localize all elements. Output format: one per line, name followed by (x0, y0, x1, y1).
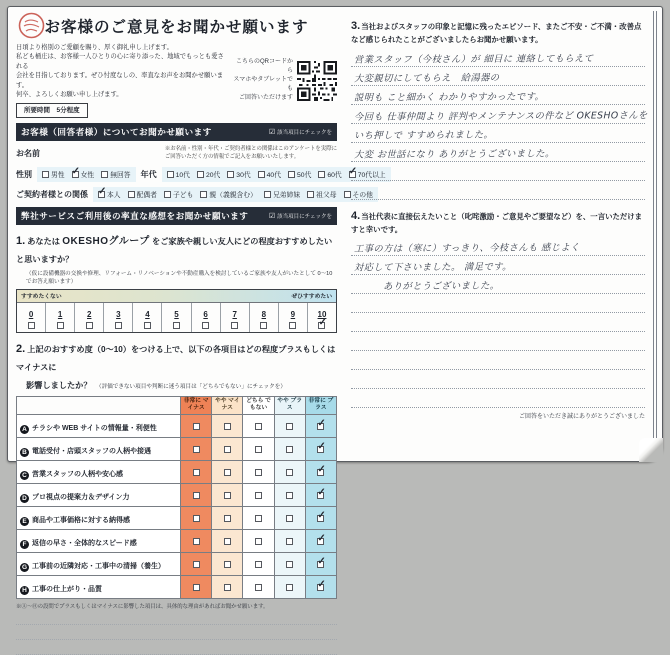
answer-line[interactable] (351, 275, 645, 294)
column-header-very-minus: 非常に マイナス (181, 396, 212, 414)
checkbox[interactable] (255, 584, 262, 591)
answer-line[interactable] (351, 86, 645, 105)
gender-label: 性別 (16, 169, 32, 179)
section-header-survey (16, 207, 337, 225)
checkbox[interactable] (317, 538, 324, 545)
checkbox[interactable] (202, 322, 209, 329)
checkbox[interactable] (231, 322, 238, 329)
handwritten-text: 工事の方は（寒に）すっきり、今枝さんも 感じよく (353, 242, 580, 256)
intro-line: 会社を目指しております。ぜひ忖度なしの、率直なお声をお聞かせ願います。 (16, 72, 224, 89)
question-2: 2. 上記のおすすめ度（0～10）をつける上で、以下の各項目はどの程度プラスもしくはマイナスに 影響しましたか？ （評価できない項目や判断に迷う項目は「どちらでもない」にチェックを） 非常に マイナス やや マイナス どちら でもない やや プラス 非常に プラス A チラシや WEB サイトの情報量・利便性 ✓ B 電話受付・店頭スタッフの人柄や接遇 ✓ C 営業スタッフの人柄や安心感 ✓ D プロ視点の提案力＆デザイン力 ✓ E 商品や工事価格に対する納得感 ✓ F 返信の早さ・全体的なスピード感 ✓ G 工事前の近隣対応・工事中の清掃（養生） ✓ H 工事の仕上がり・品質 ✓ ※Ⓐ～Ⓗの設問でプラスもしくはマイナスに影響した項目は、具体的な理由があればお聞かせ願います。 (16, 339, 337, 655)
thank-you-note: ご回答をいただき誠にありがとうございました (518, 414, 645, 421)
option-male[interactable]: 男性 (42, 169, 65, 179)
option-sibling[interactable]: 兄弟姉妹 (264, 189, 300, 199)
checkbox[interactable] (28, 322, 35, 329)
right-column (344, 11, 657, 451)
checkbox[interactable] (224, 469, 231, 476)
checkbox[interactable] (289, 322, 296, 329)
checkbox[interactable] (286, 538, 293, 545)
nps-scale (16, 289, 337, 333)
row-badge: B (20, 448, 29, 457)
gender-options (37, 167, 136, 182)
checkbox[interactable] (193, 446, 200, 453)
title-bar (16, 12, 337, 37)
row-badge: C (20, 471, 29, 480)
row-label: 電話受付・店頭スタッフの人柄や接遇 (32, 447, 151, 455)
option-other[interactable]: その他 (344, 189, 373, 199)
answer-line[interactable] (351, 351, 645, 370)
name-row (16, 146, 337, 161)
checkbox[interactable] (224, 584, 231, 591)
checkbox[interactable] (344, 191, 351, 198)
table-row-F (17, 529, 337, 552)
table-row-H (17, 575, 337, 598)
option-child[interactable]: 子ども (164, 189, 193, 199)
option-spouse[interactable]: 配偶者 (128, 189, 157, 199)
checkbox[interactable] (193, 515, 200, 522)
answer-line[interactable] (351, 181, 645, 200)
scale-cell-3[interactable]: 3 (104, 303, 133, 332)
relation-row (16, 187, 373, 202)
checkbox[interactable] (57, 322, 64, 329)
scale-cell-7[interactable]: 7 (221, 303, 250, 332)
corner-cell (17, 396, 181, 414)
checkbox[interactable] (264, 191, 271, 198)
question-number: 4. (351, 209, 361, 222)
handwritten-text: 営業スタッフ（今枝さん）が 細目に 連絡してもらえて (353, 52, 594, 66)
row-label: 営業スタッフの人柄や安心感 (32, 470, 123, 478)
answer-line[interactable] (351, 237, 645, 256)
option-parent[interactable]: 親（義親含む） (200, 189, 257, 199)
answer-line[interactable] (351, 105, 648, 124)
scale-body (17, 303, 336, 332)
checkbox[interactable] (258, 171, 265, 178)
section-header-about (16, 123, 337, 141)
option-age-40s[interactable]: 40代 (258, 169, 281, 179)
checkbox[interactable] (286, 561, 293, 568)
handwritten-text: ありがとうございました。 (353, 280, 500, 293)
question-number: 1. (16, 234, 26, 247)
company-stamp-icon (18, 12, 45, 44)
answer-line[interactable] (351, 48, 645, 67)
handwritten-text: 今回も 仕事仲間より 評判やメンテナンスの件など OKESHOさんを (353, 109, 648, 123)
column-header-very-plus: 非常に プラス (305, 396, 336, 414)
checkbox[interactable] (317, 584, 324, 591)
row-badge: E (20, 517, 29, 526)
row-label: 返信の早さ・全体的なスピード感 (32, 539, 137, 547)
column-header-minor-plus: やや プラス (274, 396, 305, 414)
relation-options (93, 187, 378, 202)
row-label: 工事前の近隣対応・工事中の清掃（養生） (32, 562, 165, 570)
age-label: 年代 (140, 169, 157, 179)
qr-note: こちらのQRコードから スマホやタブレットでも ご回答いただけます (233, 59, 293, 102)
checkbox[interactable] (317, 423, 324, 430)
checkbox[interactable] (224, 423, 231, 430)
checkbox[interactable] (255, 561, 262, 568)
scale-cell-5[interactable]: 5 (162, 303, 191, 332)
checkbox[interactable] (286, 469, 293, 476)
checkbox[interactable] (317, 469, 324, 476)
row-badge: F (20, 540, 29, 549)
checkbox[interactable] (318, 322, 325, 329)
answer-line[interactable] (351, 162, 645, 181)
checkbox[interactable] (286, 423, 293, 430)
checkbox[interactable] (193, 423, 200, 430)
intro-line: 日頃より格別のご愛顧を賜り、厚く御礼申し上げます。 (16, 44, 173, 51)
checkbox[interactable] (193, 584, 200, 591)
page-title: お客様のご意見をお聞かせ願います (44, 19, 309, 36)
impact-table-header (17, 396, 337, 414)
checkbox[interactable] (255, 492, 262, 499)
scale-left-label: すすめたくない (21, 294, 62, 300)
checkbox[interactable] (101, 171, 108, 178)
question-3 (351, 19, 648, 200)
checkbox[interactable] (307, 191, 314, 198)
row-label: プロ視点の提案力＆デザイン力 (32, 493, 130, 501)
checkbox[interactable] (193, 492, 200, 499)
checkbox[interactable] (72, 171, 79, 178)
checkbox-icon: ☑ (268, 212, 276, 220)
checkbox[interactable] (227, 171, 234, 178)
row-label: 商品や工事価格に対する納得感 (32, 516, 130, 524)
checkbox[interactable] (224, 446, 231, 453)
handwritten-text: 大変 お世話になり ありがとうございました。 (353, 148, 555, 161)
checkbox[interactable] (42, 171, 49, 178)
qr-block (231, 43, 337, 118)
question-2-note: （評価できない項目や判断に迷う項目は「どちらでもない」にチェックを） (95, 383, 286, 390)
checkbox[interactable] (164, 191, 171, 198)
column-header-neutral: どちら でもない (243, 396, 274, 414)
answer-line[interactable] (351, 313, 645, 332)
checkbox[interactable] (286, 492, 293, 499)
checkbox[interactable] (260, 322, 267, 329)
name-note: ※お名前・性別・年代・ご契約者様との関係はこのアンケートを実際に ご回答いただく方の情報でご記入をお願いいたします。 (164, 146, 337, 160)
row-badge: H (20, 586, 29, 595)
checkbox[interactable] (255, 423, 262, 430)
checkbox[interactable] (224, 538, 231, 545)
option-self[interactable]: ✓ 本人 (98, 189, 121, 199)
scale-cell-8[interactable]: 8 (250, 303, 279, 332)
checkbox[interactable] (86, 322, 93, 329)
free-answer-line[interactable] (16, 642, 337, 655)
option-age-10s[interactable]: 10代 (167, 169, 190, 179)
question-number: 2. (16, 342, 26, 355)
scale-cell-6[interactable]: 6 (192, 303, 221, 332)
question-4 (351, 209, 645, 421)
row-badge: A (20, 425, 29, 434)
left-column (8, 7, 386, 610)
option-female[interactable]: ✓ 女性 (72, 169, 95, 179)
checkbox[interactable] (317, 515, 324, 522)
section-title: お客様（回答者様）についてお聞かせ願います (21, 127, 212, 138)
free-answer-line[interactable] (16, 627, 337, 640)
intro-text (16, 43, 227, 118)
checkbox[interactable] (286, 515, 293, 522)
checkbox[interactable] (115, 322, 122, 329)
answer-line[interactable] (351, 294, 645, 313)
survey-sheet (7, 6, 663, 610)
checkbox[interactable] (144, 322, 151, 329)
name-label: お名前 (16, 149, 40, 159)
checkbox-icon: ☑ (268, 129, 276, 137)
option-age-20s[interactable]: 20代 (197, 169, 220, 179)
checkbox[interactable] (128, 191, 135, 198)
row-label: チラシや WEB サイトの情報量・利便性 (32, 424, 157, 432)
question-1: 1. あなたは OKESHOグループ をご家族や親しい友人にどの程度おすすめしたいと思いますか？ （仮に設備機器の交換や修理、リフォーム・リノベーションや不動産購入を検討しているご家族や友人がいたとして 0～10 でお答え願います） すすめたくない ぜひすすめたい 0 1 2 3 4 5 6 7 8 9 10 ✓ (16, 231, 337, 333)
checkbox[interactable] (286, 446, 293, 453)
column-header-minor-minus: やや マイナス (212, 396, 243, 414)
option-age-50s[interactable]: 50代 (288, 169, 311, 179)
checkbox[interactable] (197, 171, 204, 178)
question-3-answers (351, 48, 648, 200)
option-age-60s[interactable]: 60代 (318, 169, 341, 179)
relation-label: ご契約者様との関係 (16, 189, 88, 199)
answer-line[interactable] (351, 389, 645, 408)
row-label: 工事の仕上がり・品質 (32, 585, 102, 593)
answer-line[interactable] (351, 124, 645, 143)
checkbox[interactable] (288, 171, 295, 178)
checkbox[interactable] (255, 515, 262, 522)
page-curl (639, 438, 663, 462)
option-grandparent[interactable]: 祖父母 (307, 189, 336, 199)
checkbox[interactable] (224, 492, 231, 499)
answer-line[interactable] (351, 370, 645, 389)
qr-code (297, 61, 337, 101)
checkbox[interactable] (167, 171, 174, 178)
check-instruction: ☑ 該当項目にチェックを (268, 129, 332, 137)
row-badge: G (21, 563, 28, 571)
checkbox[interactable] (193, 561, 200, 568)
scale-labels (17, 290, 336, 303)
checkbox[interactable] (317, 446, 324, 453)
section-title: 弊社サービスご利用後の率直な感想をお聞かせ願います (21, 210, 249, 221)
handwritten-text: 説明も こと細かく わかりやすかったです。 (353, 91, 545, 104)
time-estimate-badge: 所要時間 5分程度 (16, 103, 88, 119)
scale-cell-1[interactable]: 1 (46, 303, 75, 332)
checkbox[interactable] (224, 515, 231, 522)
option-age-30s[interactable]: 30代 (227, 169, 250, 179)
intro-line: 何卒、よろしくお願い申し上げます。 (16, 91, 123, 99)
scale-cell-2[interactable]: 2 (75, 303, 104, 332)
check-instruction: ☑ 該当項目にチェックを (268, 212, 332, 220)
scale-right-label: ぜひすすめたい (291, 294, 332, 300)
scale-cell-0[interactable]: 0 (17, 303, 46, 332)
checkbox[interactable] (317, 561, 324, 568)
option-no-answer[interactable]: 無回答 (101, 169, 130, 179)
handwritten-text: 対応して下さいました。 満足です。 (353, 261, 512, 274)
table-note: ※Ⓐ～Ⓗの設問でプラスもしくはマイナスに影響した項目は、具体的な理由があればお聞かせ願います。 (16, 603, 269, 610)
checkbox[interactable] (193, 538, 200, 545)
table-row-E (17, 506, 337, 529)
gender-age-row (16, 167, 386, 182)
table-row-A (17, 414, 337, 437)
table-row-B (17, 437, 337, 460)
table-row-C (17, 460, 337, 483)
checkbox[interactable] (318, 171, 325, 178)
answer-line[interactable] (351, 143, 645, 162)
question-4-answers (351, 237, 645, 408)
free-answer-line[interactable] (16, 612, 337, 625)
checkbox[interactable] (255, 469, 262, 476)
question-3-title: 3.当社およびスタッフの印象と記憶に残ったエピソード、またご不安・ご不満・改善点など感じられたことがございましたらお聞かせ願います。 (351, 20, 642, 44)
scale-cell-10[interactable]: 10 ✓ (308, 303, 336, 332)
checkbox[interactable] (173, 322, 180, 329)
question-number: 3. (351, 20, 361, 32)
handwritten-text: 大変親切にしてもらえ 給湯器の (353, 72, 500, 85)
checkbox[interactable] (224, 561, 231, 568)
answer-line[interactable] (351, 332, 645, 351)
checkbox[interactable] (317, 492, 324, 499)
intro-row (16, 43, 337, 118)
checkbox[interactable] (193, 469, 200, 476)
checkbox[interactable] (255, 446, 262, 453)
table-row-G (17, 552, 337, 575)
answer-line[interactable] (351, 67, 645, 86)
table-row-D (17, 483, 337, 506)
scale-cell-9[interactable]: 9 (279, 303, 308, 332)
checkbox[interactable] (200, 191, 207, 198)
checkbox[interactable] (98, 191, 105, 198)
checkbox[interactable] (255, 538, 262, 545)
row-badge: D (20, 494, 29, 503)
scale-cell-4[interactable]: 4 (133, 303, 162, 332)
intro-line: 私ども桶庄は、お客様一人ひとりの心に寄り添った、地域でもっとも愛される (16, 53, 224, 70)
option-age-70plus[interactable]: ✓ 70代以上 (349, 169, 386, 179)
checkbox[interactable] (286, 584, 293, 591)
impact-table (16, 396, 337, 599)
question-1-note: （仮に設備機器の交換や修理、リフォーム・リノベーションや不動産購入を検討しているご家族や友人がいたとして 0～10 でお答え願います） (26, 270, 333, 285)
handwritten-text: いち押しで すすめられました。 (353, 129, 494, 142)
question-4-title: 4.当社代表に直接伝えたいこと（叱咤激励・ご意見やご要望など）を、一言いただけますと幸いです。 (351, 209, 643, 234)
brand-name: OKESHOグループ (62, 235, 150, 247)
answer-line[interactable] (351, 256, 645, 275)
